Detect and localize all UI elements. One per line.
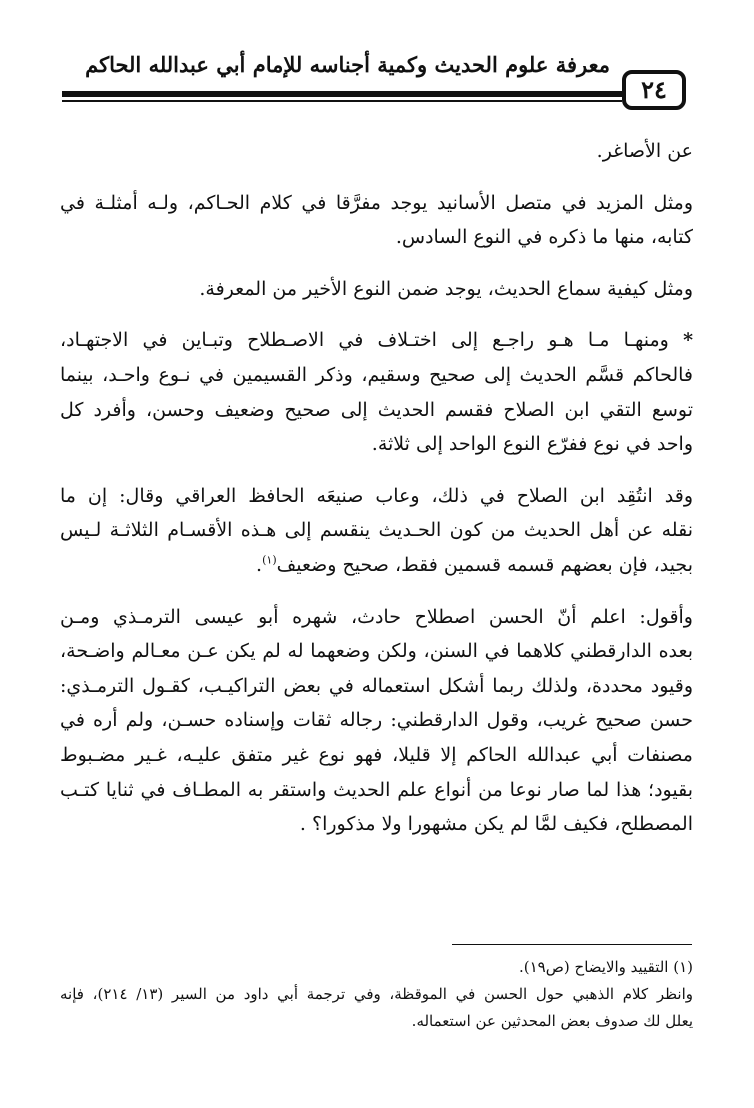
text-line: توسع التقي ابن الصلاح فقسم الحديث إلى صحيح وضعيف وحسن، وأفرد كل [60,398,693,421]
text-line: المصطلح، فكيف لمَّا لم يكن مشهورا ولا مذكورا؟ . [299,813,693,836]
text-line: مصنفات أبي عبدالله الحاكم إلا قليلا، فهو نوع غير متفق عليـه، غـير مضـبوط [60,743,693,766]
text-line-content: بجيد، فإن بعضهم قسمه قسمين فقط، صحيح وضعيف [276,553,693,576]
text-line: واحد في نوع ففرّع النوع الواحد إلى ثلاثة. [371,433,693,456]
paragraph [60,272,693,307]
text-line: ومثل المزيد في متصل الأسانيد يوجد مفرَّقا في كلام الحـاكم، ولـه أمثلـة في [60,191,693,214]
text-line: حسن صحيح غريب، وقول الدارقطني: رجاله ثقات وإسناده حسـن، ولم أره في [60,709,693,732]
text-line [60,323,693,358]
text-line: وأقول: اعلم أنّ الحسن اصطلاح حادث، شهره أبو عيسى الترمـذي ومـن [60,605,693,628]
text-line: نقله عن أهل الحديث من كون الحـديث ينقسم إلى هـذه الأقسـام الثلاثـة لـيس [60,519,693,542]
text-line [60,548,693,583]
footnote-line: يعلل لك صدوف بعض المحدثين عن استعماله. [411,1012,693,1030]
text-line-end: . [256,553,263,576]
text-line: وقد انتُقِد ابن الصلاح في ذلك، وعاب صنيعَه الحافظ العراقي وقال: إن ما [60,484,693,507]
paragraph [60,134,693,169]
text-line: ومثل كيفية سماع الحديث، يوجد ضمن النوع الأخير من المعرفة. [199,277,693,300]
page-number: ٢٤ [622,70,686,110]
text-line: بعده الدارقطني كلاهما في السنن، ولكن وضعهما له لم يكن عـن معـالم واضـحة، [60,640,693,663]
text-line-content: ومنهـا مـا هـو راجـع إلى اختـلاف في الاصـطلاح وتبـاين في الاجتهـاد، [60,329,669,352]
paragraph [60,186,693,255]
paragraph-marker: * [683,329,693,352]
text-line: كتابه، منها ما ذكره في النوع السادس. [395,226,693,249]
footnote-line: (١) التقييد والايضاح (ص١٩). [519,958,693,976]
text-line: وقيود محددة، ولذلك ربما أشكل استعماله في بعض التراكيـب، كقـول الترمـذي: [60,674,693,697]
footnote-separator [452,944,692,945]
body-text [60,134,693,859]
text-line: عن الأصاغر. [596,140,693,162]
footnote-reference: (١) [262,553,277,567]
running-title: معرفة علوم الحديث وكمية أجناسه للإمام أبي عبدالله الحاكم [85,52,610,77]
paragraph [60,323,693,461]
footnote-line: وانظر كلام الذهبي حول الحسن في الموقظة، وفي ترجمة أبي داود من السير (١٣/ ٢١٤)، فإنه [60,985,693,1003]
footnotes [60,954,693,1035]
text-line: فالحاكم قسَّم الحديث إلى صحيح وسقيم، وذكر القسيمين في نـوع واحـد، بينما [60,363,693,386]
paragraph [60,600,693,842]
header-rule-thin [62,100,622,102]
paragraph [60,479,693,583]
text-line: بقيود؛ هذا لما صار نوعا من أنواع علم الحديث واستقر به المطـاف في ثنايا كتـب [60,778,693,801]
header-rule-thick [62,91,622,97]
